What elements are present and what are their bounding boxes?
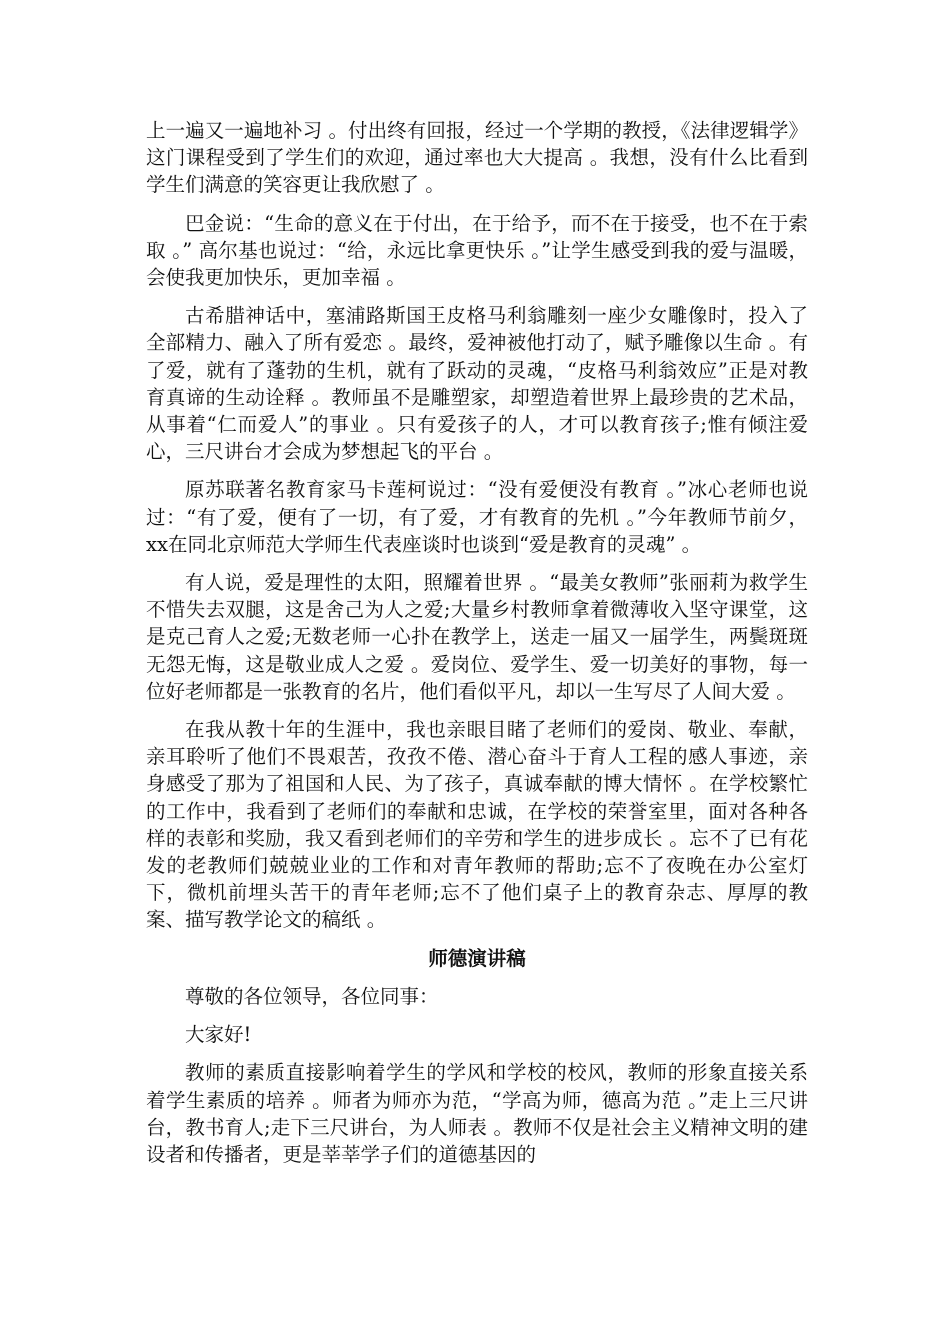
paragraph-love-sun: 有人说，爱是理性的太阳，照耀着世界 。“最美女教师”张丽莉为救学生不惜失去双腿，这是舍己为人之爱;大量乡村教师拿着微薄收入坚守课堂，这是克己育人之爱;无数老师一心扑在教学上，送走一届又一届学生，两鬓斑斑无怨无悔，这是敬业成人之爱 。爱岗位、爱学生、爱一切美好的事物，每一位好老师都是一张教育的名片，他们看似平凡，却以一生写尽了人间大爱 。 <box>146 571 808 703</box>
section-heading: 师德演讲稿 <box>428 946 526 970</box>
hello-line: 大家好! <box>185 1023 252 1047</box>
paragraph-teacher-quality: 教师的素质直接影响着学生的学风和学校的校风，教师的形象直接关系着学生素质的培养 。师者为师亦为范，“学高为师，德高为范 。”走上三尺讲台，教书育人;走下三尺讲台，为人师表 。教师不仅是社会主义精神文明的建设者和传播者，更是莘莘学子们的道德基因的 <box>146 1061 808 1166</box>
document-page <box>146 117 808 1179</box>
paragraph-ten-years: 在我从教十年的生涯中，我也亲眼目睹了老师们的爱岗、敬业、奉献，亲耳聆听了他们不畏艰苦，孜孜不倦、潜心奋斗于育人工程的感人事迹，亲身感受了那为了祖国和人民、为了孩子，真诚奉献的博大情怀 。在学校繁忙的工作中，我看到了老师们的奉献和忠诚，在学校的荣誉室里，面对各种各样的表彰和奖励，我又看到老师们的辛劳和学生的进步成长 。忘不了已有花发的老教师们兢兢业业的工作和对青年教师的帮助;忘不了夜晚在办公室灯下，微机前埋头苦干的青年老师;忘不了他们桌子上的教育杂志、厚厚的教案、描写教学论文的稿纸 。 <box>146 718 808 932</box>
paragraph-bajin-quote: 巴金说：“生命的意义在于付出，在于给予，而不在于接受，也不在于索取 。” 高尔基也说过：“给，永远比拿更快乐 。”让学生感受到我的爱与温暖，会使我更加快乐，更加幸福 。 <box>146 211 808 290</box>
paragraph-makarenko-quote: 原苏联著名教育家马卡莲柯说过：“没有爱便没有教育 。”冰心老师也说过：“有了爱，便有了一切，有了爱，才有教育的先机 。”今年教师节前夕，xx在同北京师范大学师生代表座谈时也谈到“爱是教育的灵魂” 。 <box>146 478 808 556</box>
paragraph-continuation: 上一遍又一遍地补习 。付出终有回报，经过一个学期的教授，《法律逻辑学》这门课程受到了学生们的欢迎，通过率也大大提高 。我想，没有什么比看到学生们满意的笑容更让我欣慰了 。 <box>146 119 808 197</box>
paragraph-pygmalion: 古希腊神话中，塞浦路斯国王皮格马利翁雕刻一座少女雕像时，投入了全部精力、融入了所有爱恋 。最终，爱神被他打动了，赋予雕像以生命 。有了爱，就有了蓬勃的生机，就有了跃动的灵魂，“皮格马利翁效应”正是对教育真谛的生动诠释 。教师虽不是雕塑家，却塑造着世界上最珍贵的艺术品，从事着“仁而爱人”的事业 。只有爱孩子的人，才可以教育孩子;惟有倾注爱心，三尺讲台才会成为梦想起飞的平台 。 <box>146 304 808 464</box>
greeting-line: 尊敬的各位领导，各位同事： <box>185 984 439 1008</box>
